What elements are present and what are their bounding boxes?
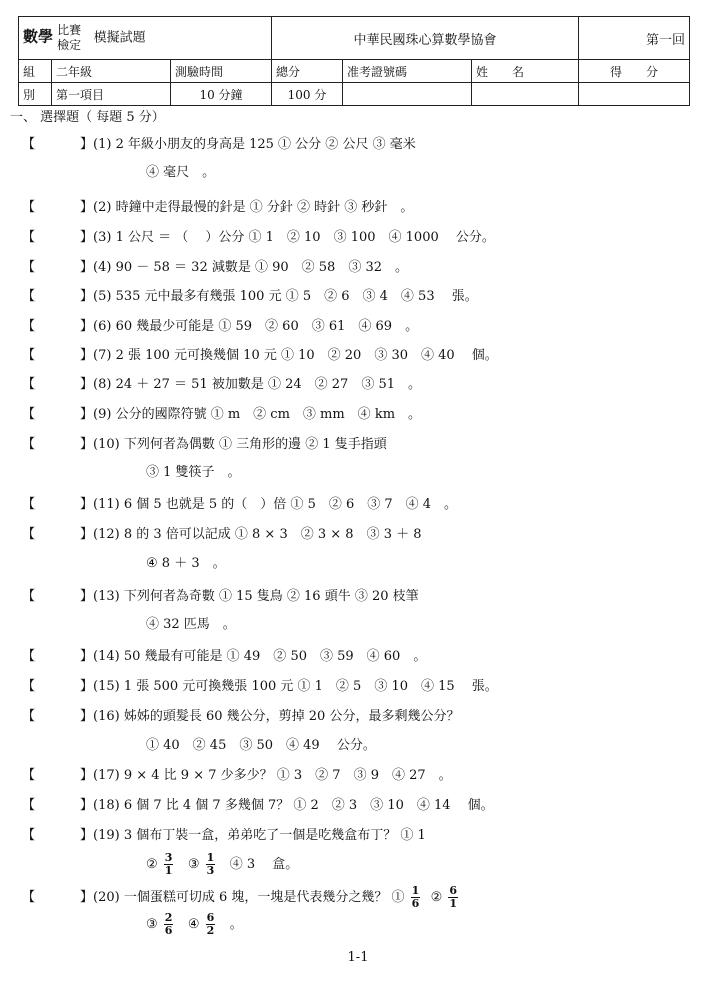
section-title: 一、 選擇題（ 每題 5 分） bbox=[10, 110, 165, 125]
question-18: 【 】(18) 6 個 7 比 4 個 7 多幾個 7？ ① 2 ② 3 ③ 10 ④ 14 個。 bbox=[22, 796, 494, 816]
exam-no-field[interactable] bbox=[343, 83, 472, 106]
question-1-cont: ④ 毫尺 。 bbox=[146, 165, 216, 180]
question-16-cont: ① 40 ② 45 ③ 50 ④ 49 公分。 bbox=[146, 738, 376, 753]
mock-exam-label: 模擬試題 bbox=[93, 30, 146, 46]
question-19: 【 】(19) 3 個布丁裝一盒，弟弟吃了一個是吃幾盒布丁？ ① 1 bbox=[22, 826, 426, 846]
answer-bracket[interactable]: 【 bbox=[22, 200, 36, 215]
answer-bracket[interactable]: 【 bbox=[22, 497, 36, 512]
question-3: 【 】(3) 1 公尺 ＝ （ ）公分 ① 1 ② 10 ③ 100 ④ 1000 公分。 bbox=[22, 228, 495, 248]
answer-bracket[interactable]: 【 bbox=[22, 828, 36, 843]
score-label-cell: 得 分 bbox=[579, 60, 690, 83]
question-10: 【 】(10) 下列何者為偶數 ① 三角形的邊 ② 1 隻手指頭 bbox=[22, 435, 387, 455]
answer-bracket[interactable]: 【 bbox=[22, 319, 36, 334]
time-value-cell bbox=[171, 83, 272, 106]
answer-bracket[interactable]: 【 bbox=[22, 137, 36, 152]
answer-bracket[interactable]: 【 bbox=[22, 679, 36, 694]
answer-bracket[interactable]: 【 bbox=[22, 709, 36, 724]
question-4: 【 】(4) 90 － 58 ＝ 32 減數是 ① 90 ② 58 ③ 32 。 bbox=[22, 258, 408, 278]
question-2: 【 】(2) 時鐘中走得最慢的針是 ① 分針 ② 時針 ③ 秒針 。 bbox=[22, 198, 413, 218]
question-15: 【 】(15) 1 張 500 元可換幾張 100 元 ① 1 ② 5 ③ 10 ④ 15 張。 bbox=[22, 677, 498, 697]
question-20-cont: ③ $\frac{2}{6}$ ④ $\frac{6}{2}$ 。 bbox=[146, 911, 243, 937]
fraction: $\frac{6}{1}$ bbox=[449, 884, 458, 910]
answer-bracket[interactable]: 【 bbox=[22, 768, 36, 783]
question-14: 【 】(14) 50 幾最有可能是 ① 49 ② 50 ③ 59 ④ 60 。 bbox=[22, 647, 426, 667]
question-13: 【 】(13) 下列何者為奇數 ① 15 隻鳥 ② 16 頭牛 ③ 20 枝筆 bbox=[22, 587, 419, 607]
question-9: 【 】(9) 公分的國際符號 ① m ② cm ③ mm ④ km 。 bbox=[22, 405, 421, 425]
question-10-cont: ③ 1 雙筷子 。 bbox=[146, 465, 241, 480]
group-label-cell: 組 bbox=[19, 60, 52, 83]
answer-bracket[interactable]: 【 bbox=[22, 230, 36, 245]
score-field[interactable] bbox=[579, 83, 690, 106]
time-label-cell: 測驗時間 bbox=[171, 60, 272, 83]
round-label: 第一回 bbox=[645, 32, 685, 48]
answer-bracket[interactable]: 【 bbox=[22, 289, 36, 304]
question-8: 【 】(8) 24 ＋ 27 ＝ 51 被加數是 ① 24 ② 27 ③ 51 。 bbox=[22, 375, 421, 395]
question-1: 【 】(1) 2 年級小朋友的身高是 125 ① 公分 ② 公尺 ③ 毫米 bbox=[22, 135, 416, 155]
answer-bracket[interactable]: 【 bbox=[22, 348, 36, 363]
total-value: 100 分 bbox=[287, 87, 327, 102]
fraction: $\frac{3}{1}$ bbox=[164, 851, 173, 877]
question-13-cont: ④ 32 匹馬 。 bbox=[146, 617, 236, 632]
fraction: $\frac{6}{2}$ bbox=[206, 911, 215, 937]
question-16: 【 】(16) 姊姊的頭髮長 60 幾公分，剪掉 20 公分，最多剩幾公分？ bbox=[22, 707, 459, 727]
answer-bracket[interactable]: 【 bbox=[22, 407, 36, 422]
page-number: 1-1 bbox=[347, 950, 369, 965]
question-12-cont: ④ 8 ＋ 3 。 bbox=[146, 556, 226, 571]
fraction: $\frac{1}{3}$ bbox=[206, 851, 215, 877]
question-7: 【 】(7) 2 張 100 元可換幾個 10 元 ① 10 ② 20 ③ 30 ④ 40 個。 bbox=[22, 346, 498, 366]
title-cell bbox=[19, 17, 272, 60]
header-table bbox=[18, 16, 690, 106]
answer-bracket[interactable]: 【 bbox=[22, 589, 36, 604]
section-cell bbox=[52, 83, 171, 106]
question-12: 【 】(12) 8 的 3 倍可以記成 ① 8 × 3 ② 3 × 8 ③ 3 ＋ 8 bbox=[22, 525, 422, 545]
fraction: $\frac{2}{6}$ bbox=[164, 911, 173, 937]
question-5: 【 】(5) 535 元中最多有幾張 100 元 ① 5 ② 6 ③ 4 ④ 53 張。 bbox=[22, 287, 478, 307]
answer-bracket[interactable]: 【 bbox=[22, 377, 36, 392]
association-name: 中華民國珠心算數學協會 bbox=[353, 32, 497, 48]
question-6: 【 】(6) 60 幾最少可能是 ① 59 ② 60 ③ 61 ④ 69 。 bbox=[22, 317, 418, 337]
answer-bracket[interactable]: 【 bbox=[22, 260, 36, 275]
answer-bracket[interactable]: 【 bbox=[22, 649, 36, 664]
total-label-cell: 總分 bbox=[272, 60, 343, 83]
answer-bracket[interactable]: 【 bbox=[22, 527, 36, 542]
competition-label: 比賽 檢定 bbox=[57, 23, 82, 52]
question-20: 【 】(20) 一個蛋糕可切成 6 塊，一塊是代表幾分之幾？ ① $\frac{1}{6}$ ② $\frac{6}{1}$ bbox=[22, 884, 458, 910]
total-value-cell bbox=[272, 83, 343, 106]
section-value: 第一項目 bbox=[56, 87, 105, 102]
answer-bracket[interactable]: 【 bbox=[22, 890, 36, 905]
grade-cell bbox=[52, 60, 171, 83]
subject: 數學 bbox=[23, 27, 54, 46]
exam-no-label-cell: 准考證號碼 bbox=[343, 60, 472, 83]
name-label-cell: 姓 名 bbox=[472, 60, 579, 83]
name-field[interactable] bbox=[472, 83, 579, 106]
question-11: 【 】(11) 6 個 5 也就是 5 的（ ）倍 ① 5 ② 6 ③ 7 ④ 4 。 bbox=[22, 495, 457, 515]
time-value: 10 分鐘 bbox=[199, 87, 243, 102]
association-cell bbox=[272, 17, 579, 60]
question-17: 【 】(17) 9 × 4 比 9 × 7 少多少？ ① 3 ② 7 ③ 9 ④ 27 。 bbox=[22, 766, 452, 786]
answer-bracket[interactable]: 【 bbox=[22, 437, 36, 452]
question-19-cont: ② $\frac{3}{1}$ ③ $\frac{1}{3}$ ④ 3 盒。 bbox=[146, 851, 299, 877]
grade-value: 二年級 bbox=[56, 64, 93, 79]
fraction: $\frac{1}{6}$ bbox=[411, 884, 420, 910]
round-cell bbox=[579, 17, 690, 60]
answer-bracket[interactable]: 【 bbox=[22, 798, 36, 813]
category-label-cell: 別 bbox=[19, 83, 52, 106]
